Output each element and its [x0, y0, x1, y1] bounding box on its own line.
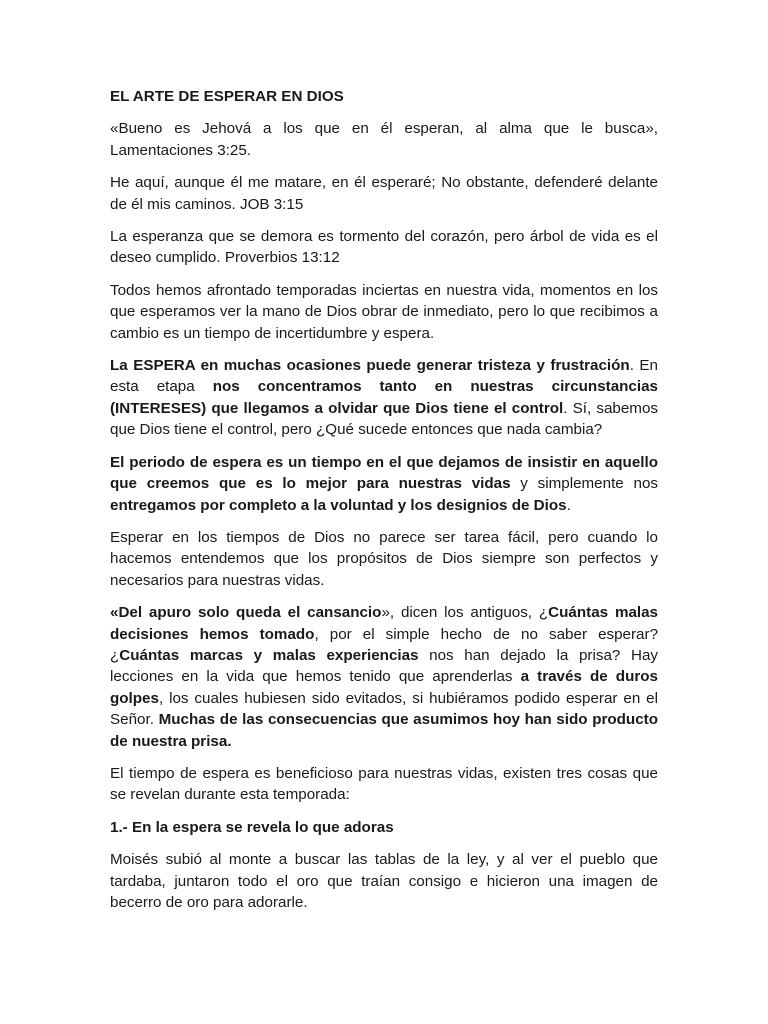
- section-heading: 1.- En la espera se revela lo que adoras: [110, 818, 394, 836]
- text-segment: «Bueno es Jehová a los que en él esperan, al alma que le busca», Lamentaciones 3:25.: [110, 120, 658, 159]
- text-segment: nos han dejado la prisa? Hay lecciones en la vida que hemos tenido que aprenderlas: [110, 646, 658, 686]
- bold-text-segment: «Del apuro solo queda el cansancio: [110, 604, 382, 622]
- paragraph-p8: [110, 602, 658, 752]
- text-segment: Todos hemos afrontado temporadas inciertas en nuestra vida, momentos en los que esperamos ver la mano de Dios obrar de inmediato, pero lo que recibimos a cambio es un tiempo de incertidumbre y espera.: [110, 281, 658, 342]
- paragraph-p7: [110, 527, 658, 591]
- text-segment: El tiempo de espera es beneficioso para nuestras vidas, existen tres cosas que se revelan durante esta temporada:: [110, 764, 658, 804]
- text-segment: Esperar en los tiempos de Dios no parece ser tarea fácil, pero cuando lo hacemos entendemos que los propósitos de Dios siempre son perfectos y necesarios para nuestras vidas.: [110, 528, 658, 589]
- text-segment: . Sí, sabemos que Dios tiene el control, pero ¿Qué sucede entonces que nada cambia?: [110, 399, 658, 439]
- paragraph-list: [110, 118, 658, 805]
- text-segment: , por el simple hecho de no saber esperar? ¿: [110, 625, 659, 664]
- text-segment: y simplemente nos: [510, 475, 658, 493]
- paragraph-p1: [110, 118, 658, 161]
- text-segment: , los cuales hubiesen sido evitados, si hubiéramos podido esperar en el Señor.: [110, 689, 658, 729]
- bold-text-segment: nos concentramos tanto en nuestras circunstancias (INTERESES) que llegamos a olvidar que Dios tiene el control: [110, 378, 658, 417]
- bold-text-segment: El periodo de espera es un tiempo en el que dejamos de insistir en aquello que creemos que es lo mejor para nuestras vidas: [110, 453, 658, 493]
- text-segment: .: [566, 496, 571, 514]
- final-paragraph: Moisés subió al monte a buscar las tablas de la ley, y al ver el pueblo que tardaba, juntaron todo el oro que traían consigo e hicieron una imagen de becerro de oro para adorarle.: [110, 851, 658, 911]
- paragraph-p3: [110, 226, 658, 269]
- bold-text-segment: Cuántas malas decisiones hemos tomado: [110, 604, 659, 643]
- paragraph-p5: [110, 355, 658, 441]
- text-segment: . En esta etapa: [110, 357, 658, 396]
- paragraph-p2: [110, 172, 658, 215]
- paragraph-p4: [110, 280, 658, 344]
- bold-text-segment: La ESPERA en muchas ocasiones puede generar tristeza y frustración: [110, 357, 630, 375]
- bold-text-segment: Cuántas marcas y malas experiencias: [119, 646, 419, 664]
- bold-text-segment: entregamos por completo a la voluntad y los designios de Dios: [110, 496, 567, 514]
- bold-text-segment: Muchas de las consecuencias que asumimos hoy han sido producto de nuestra prisa.: [110, 711, 658, 750]
- document-title: EL ARTE DE ESPERAR EN DIOS: [110, 88, 344, 105]
- paragraph-p6: [110, 452, 658, 516]
- text-segment: », dicen los antiguos, ¿: [381, 604, 549, 622]
- document-body: [110, 86, 658, 924]
- bold-text-segment: a través de duros golpes: [110, 668, 658, 707]
- paragraph-p9: [110, 763, 658, 806]
- text-segment: He aquí, aunque él me matare, en él esperaré; No obstante, defenderé delante de él mis caminos. JOB 3:15: [110, 174, 658, 213]
- text-segment: La esperanza que se demora es tormento del corazón, pero árbol de vida es el deseo cumplido. Proverbios 13:12: [110, 228, 658, 267]
